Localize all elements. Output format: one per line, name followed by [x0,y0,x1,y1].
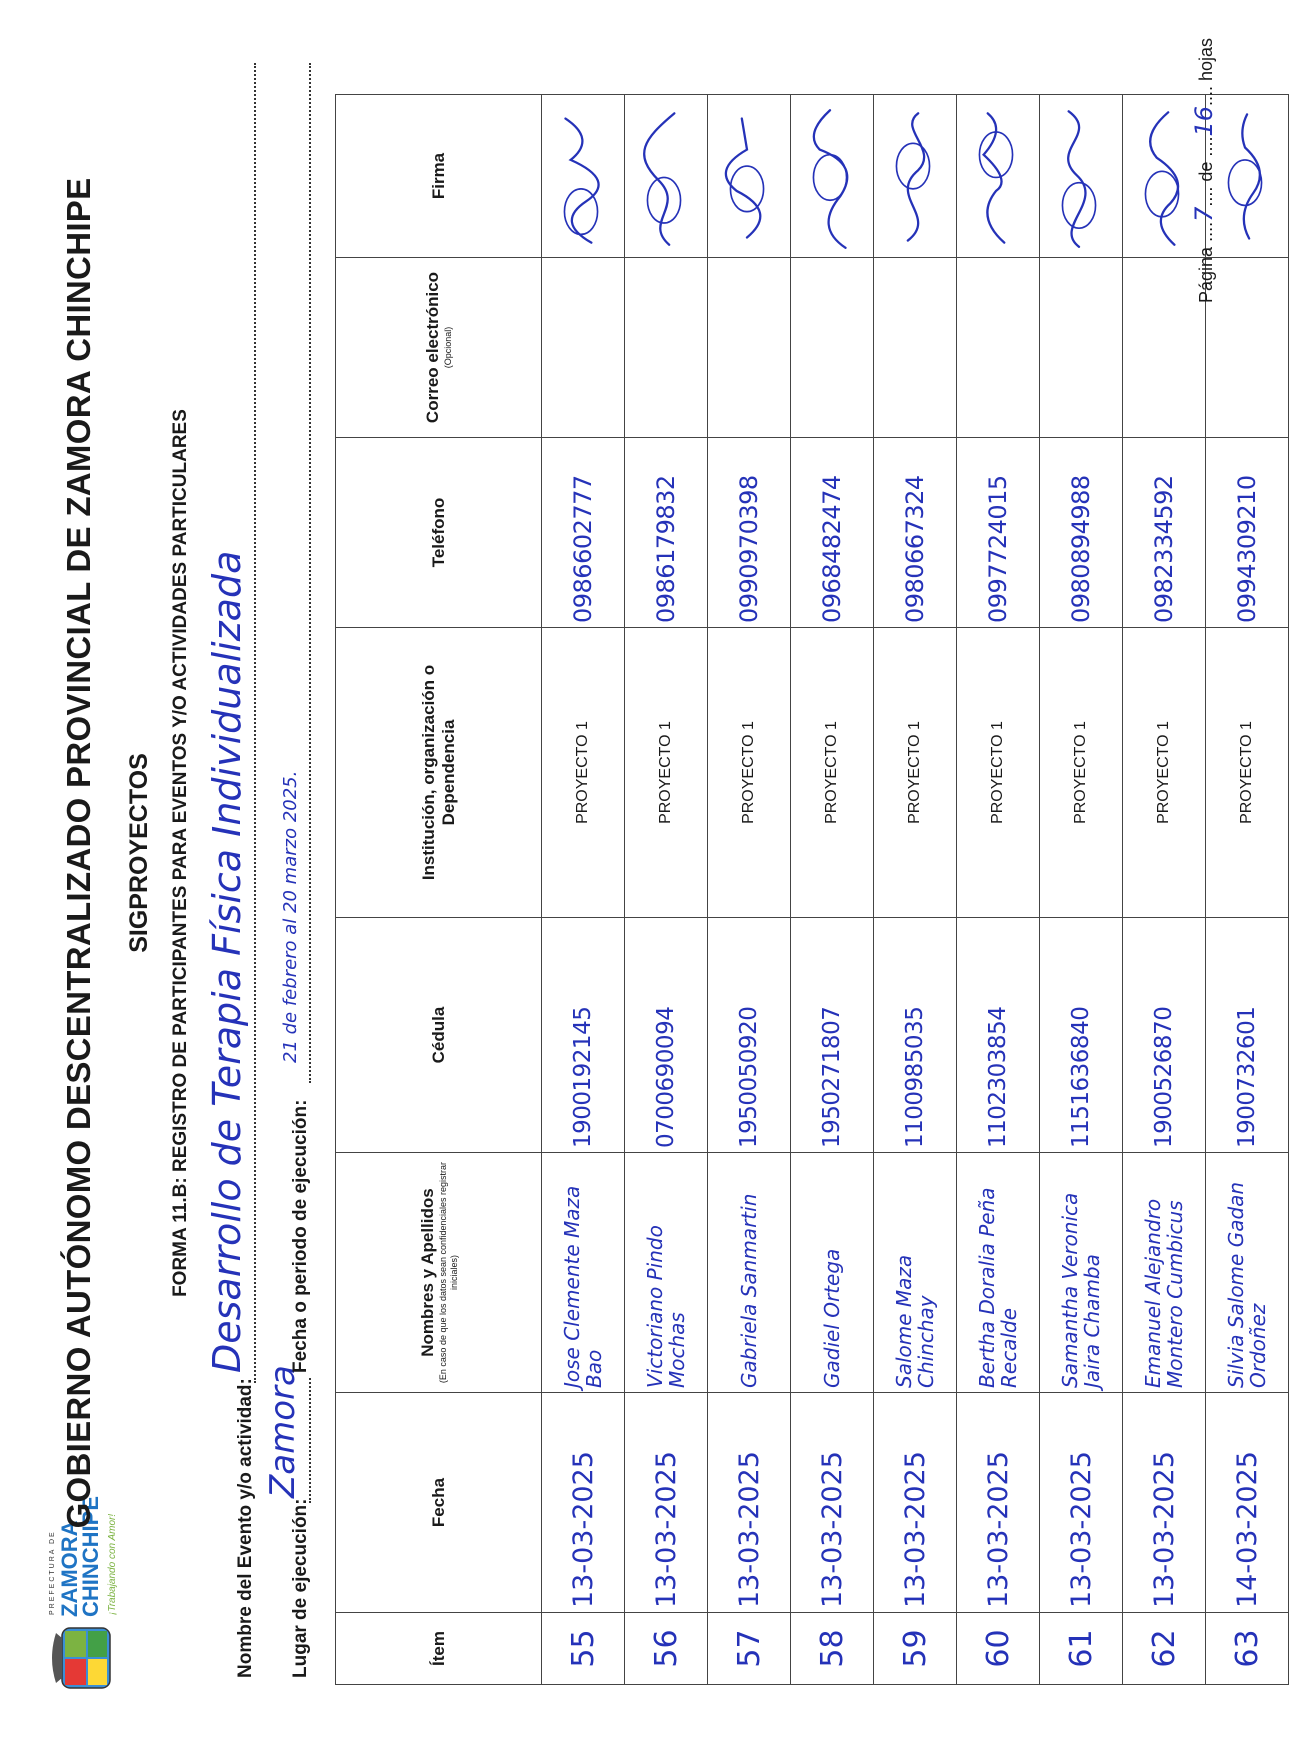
row-date: 14-03-2025 [1206,1393,1289,1613]
col-name [336,1153,542,1393]
table-row [874,95,957,1685]
row-item: 62 [1123,1613,1206,1685]
col-signature: Firma [336,95,542,258]
table-row [542,95,625,1685]
signature-scribble [629,103,699,253]
row-institution: PROYECTO 1 [542,628,625,918]
table-row [957,95,1040,1685]
row-id: 0700690094 [625,918,708,1153]
row-item: 58 [791,1613,874,1685]
col-email [336,258,542,438]
event-dotted-line [252,63,256,1383]
row-institution: PROYECTO 1 [874,628,957,918]
signature-scribble [1127,103,1197,253]
row-id: 1950271807 [791,918,874,1153]
row-name: Salome Maza Chinchay [874,1153,957,1393]
row-institution: PROYECTO 1 [625,628,708,918]
sheets-label: hojas [1196,37,1216,81]
col-item: Ítem [336,1613,542,1685]
page-subtitle: SIGPROYECTOS [125,753,153,953]
row-name: Samantha Veronica Jaira Chamba [1040,1153,1123,1393]
table-row [625,95,708,1685]
row-phone: 0997724015 [957,438,1040,628]
row-id: 1100985035 [874,918,957,1153]
row-email [791,258,874,438]
row-id: 1102303854 [957,918,1040,1153]
row-name: Jose Clemente Maza Bao [542,1153,625,1393]
row-institution: PROYECTO 1 [791,628,874,918]
table-row [1040,95,1123,1685]
row-institution: PROYECTO 1 [1206,628,1289,918]
row-date: 13-03-2025 [957,1393,1040,1613]
row-id: 1900732601 [1206,918,1289,1153]
logo-chinchipe: CHINCHIPE [78,1495,103,1617]
row-email [874,258,957,438]
row-phone: 0980894988 [1040,438,1123,628]
row-phone: 0982334592 [1123,438,1206,628]
row-institution: PROYECTO 1 [957,628,1040,918]
row-item: 55 [542,1613,625,1685]
row-date: 13-03-2025 [1123,1393,1206,1613]
row-date: 13-03-2025 [708,1393,791,1613]
event-label: Nombre del Evento y/o actividad: [235,1378,256,1678]
row-phone: 0986179832 [625,438,708,628]
table-row [708,95,791,1685]
col-email-label: Correo electrónico [423,271,442,424]
row-signature [957,95,1040,258]
row-date: 13-03-2025 [791,1393,874,1613]
page-label: Página [1196,246,1216,303]
date-value: 21 de febrero al 20 marzo 2025. [280,770,301,1063]
col-name-note: (En caso de que los datos sean confidenciales registrar iniciales) [437,1161,459,1384]
row-date: 13-03-2025 [874,1393,957,1613]
row-id: 1900526870 [1123,918,1206,1153]
row-email [957,258,1040,438]
form-title: FORMA 11.B: REGISTRO DE PARTICIPANTES PARA EVENTOS Y/O ACTIVIDADES PARTICULARES [170,409,191,1297]
row-item: 59 [874,1613,957,1685]
row-phone: 0994309210 [1206,438,1289,628]
row-phone: 0968482474 [791,438,874,628]
row-phone: 0986602777 [542,438,625,628]
date-label: Fecha o periodo de ejecución: [290,1099,311,1373]
table-header-row [336,95,542,1685]
participants-table [335,94,1289,1685]
row-phone: 0990970398 [708,438,791,628]
signature-scribble [961,103,1031,253]
row-item: 63 [1206,1613,1289,1685]
signature-scribble [878,103,948,253]
row-id: 1900192145 [542,918,625,1153]
row-signature [542,95,625,258]
row-id: 1151636840 [1040,918,1123,1153]
row-signature [1040,95,1123,258]
row-institution: PROYECTO 1 [708,628,791,918]
col-name-label: Nombres y Apellidos [417,1188,437,1357]
col-phone: Teléfono [336,438,542,628]
logo-tagline: ¡Trabajando con Amor! [107,1513,118,1615]
row-signature [708,95,791,258]
row-date: 13-03-2025 [1040,1393,1123,1613]
page-counter: Página ....7.... de ....16.... hojas [1190,37,1218,303]
row-name: Silvia Salome Gadan Ordoñez [1206,1153,1289,1393]
logo-zamora: ZAMORA [57,1520,82,1617]
signature-scribble [546,103,616,253]
col-institution: Institución, organización o Dependencia [336,628,542,918]
row-item: 56 [625,1613,708,1685]
table-row [791,95,874,1685]
row-signature [874,95,957,258]
row-item: 61 [1040,1613,1123,1685]
total-pages: 16 [1190,106,1218,137]
row-item: 60 [957,1613,1040,1685]
row-email [708,258,791,438]
place-value: Zamora [263,1365,303,1498]
col-id: Cédula [336,918,542,1153]
row-signature [625,95,708,258]
row-date: 13-03-2025 [542,1393,625,1613]
row-institution: PROYECTO 1 [1123,628,1206,918]
row-name: Gabriela Sanmartin [708,1153,791,1393]
of-label: de [1196,161,1216,182]
row-name: Victoriano Pindo Mochas [625,1153,708,1393]
event-value: Desarrollo de Terapia Física Individualizada [205,550,249,1373]
coat-of-arms-icon [50,1623,120,1693]
row-id: 1950050920 [708,918,791,1153]
page-number: 7 [1190,206,1218,222]
col-email-note: (Opcional) [443,326,453,369]
date-dotted-line [307,63,311,1083]
place-label: Lugar de ejecución: [290,1498,311,1678]
table-row [1206,95,1289,1685]
row-phone: 0980667324 [874,438,957,628]
logo-prefix: PREFECTURA DE [49,1530,56,1615]
row-name: Bertha Doralia Peña Recalde [957,1153,1040,1393]
row-email [625,258,708,438]
row-email [1040,258,1123,438]
row-signature [791,95,874,258]
table-row [1123,95,1206,1685]
page-title: GOBIERNO AUTÓNOMO DESCENTRALIZADO PROVINCIAL DE ZAMORA CHINCHIPE [60,177,97,1529]
signature-scribble [712,103,782,253]
signature-scribble [1044,103,1114,253]
place-dotted-line [307,1378,311,1503]
row-date: 13-03-2025 [625,1393,708,1613]
col-date: Fecha [336,1393,542,1613]
row-institution: PROYECTO 1 [1040,628,1123,918]
row-name: Emanuel Alejandro Montero Cumbicus [1123,1153,1206,1393]
row-name: Gadiel Ortega [791,1153,874,1393]
signature-scribble [1210,103,1280,253]
row-item: 57 [708,1613,791,1685]
signature-scribble [795,103,865,253]
row-email [542,258,625,438]
